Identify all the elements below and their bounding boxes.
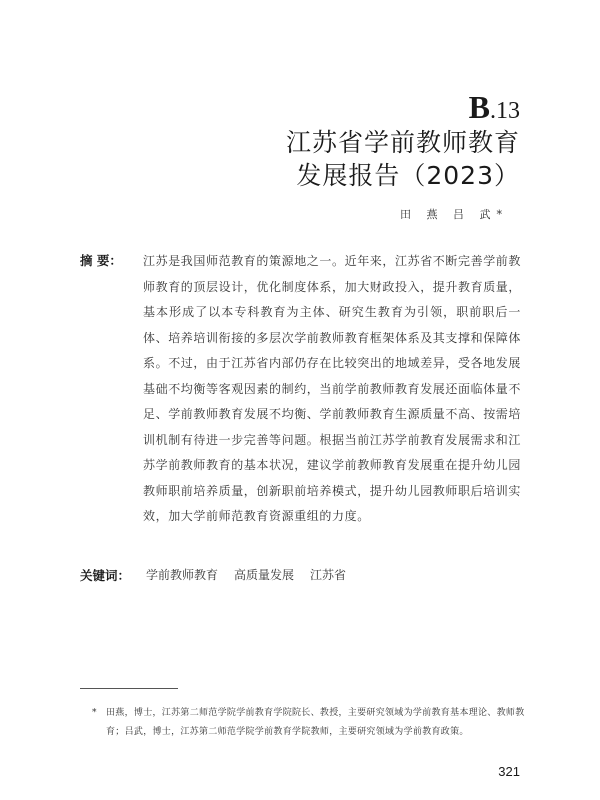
keyword-item: 江苏省 — [310, 568, 347, 582]
keywords-list — [146, 566, 346, 583]
footnote — [92, 704, 526, 742]
keyword-item: 学前教师教育 — [146, 568, 219, 582]
title-line-1: 江苏省学前教师教育 — [285, 128, 520, 157]
footnote-divider — [80, 688, 178, 689]
page-number: 321 — [498, 764, 520, 779]
chapter-letter: B — [468, 89, 490, 125]
report-title — [286, 126, 520, 192]
footnote-mark: * — [92, 708, 97, 718]
keyword-item: 高质量发展 — [234, 568, 295, 582]
title-line-2: 发展报告（2023） — [296, 161, 520, 190]
abstract-text: 江苏是我国师范教育的策源地之一。近年来，江苏省不断完善学前教师教育的顶层设计，优化制度体系，加大财政投入，提升教育质量，基本形成了以本专科教育为主体、研究生教育为引领，职前职后一体、培养培训衔接的多层次学前教师教育框架体系及其支撑和保障体系。不过，由于江苏省内部仍存在比较突出的地域差异，受各地发展基础不均衡等客观因素的制约，当前学前教师教育发展还面临体量不足、学前教师教育发展不均衡、学前教师教育生源质量不高、按需培训机制有待进一步完善等问题。根据当前江苏学前教育发展需求和江苏学前教师教育的基本状况，建议学前教师教育发展重在提升幼儿园教师职前培养质量，创新职前培养模式，提升幼儿园教师职后培训实效，加大学前师范教育资源重组的力度。 — [143, 254, 522, 523]
chapter-index: .13 — [490, 98, 520, 124]
footnote-text: 田燕，博士，江苏第二师范学院学前教育学院院长、教授，主要研究领域为学前教育基本理论、教师教育；吕武，博士，江苏第二师范学院学前教育学院教师，主要研究领域为学前教育政策。 — [106, 708, 525, 737]
chapter-number — [468, 89, 520, 126]
keywords-label: 关键词： — [80, 568, 131, 583]
abstract-label: 摘 要： — [80, 253, 122, 268]
authors: 田 燕 吕 武* — [400, 208, 508, 221]
